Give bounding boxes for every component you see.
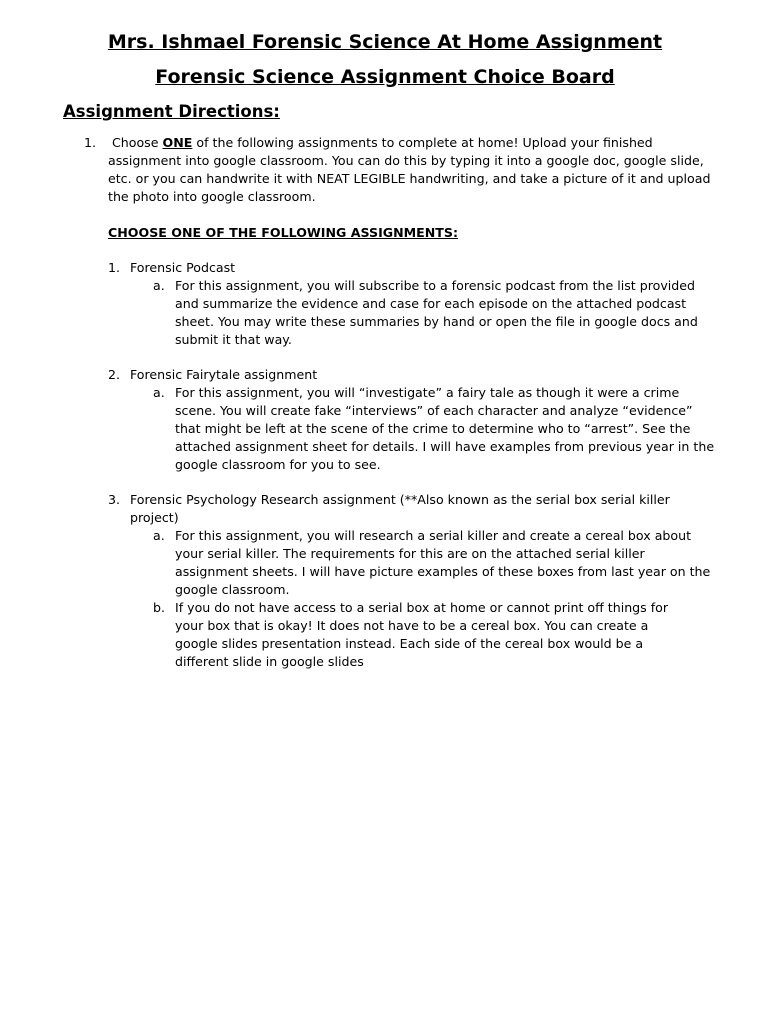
assignment-item xyxy=(108,491,728,527)
assignment-title: Forensic Podcast xyxy=(130,260,236,275)
assignment-subitem xyxy=(153,527,733,599)
assignment-title: Forensic Fairytale assignment xyxy=(130,367,318,382)
assignment-subitem xyxy=(153,599,733,671)
assignment-subitem xyxy=(153,384,733,474)
assignment-item xyxy=(108,366,728,384)
subitem-letter: a. xyxy=(153,278,165,293)
subitem-text: For this assignment, you will research a serial killer and create a cereal box about your serial killer. The requirements for this are on the attached serial killer assignment sheets. I will have picture examples of these boxes from last year on the google classroom. xyxy=(175,528,711,597)
direction-body: of the following assignments to complete at home! Upload your finished assignment into google classroom. You can do this by typing it into a google doc, google slide, etc. or you can handwrite it with NEAT LEGIBLE handwriting, and take a picture of it and upload the photo into google classroom. xyxy=(108,135,711,204)
direction-emphasis: ONE xyxy=(162,135,193,150)
subitem-letter: a. xyxy=(153,528,165,543)
document-title: Mrs. Ishmael Forensic Science At Home Assignment xyxy=(107,31,663,53)
direction-text xyxy=(108,134,718,206)
assignment-title: Forensic Psychology Research assignment (**Also known as the serial box serial killer project) xyxy=(130,492,670,525)
subitem-text: For this assignment, you will subscribe to a forensic podcast from the list provided and summarize the evidence and case for each episode on the attached podcast sheet. You may write these summaries by hand or open the file in google docs and submit it that way. xyxy=(175,278,698,347)
subitem-letter: a. xyxy=(153,385,165,400)
assignment-subitem xyxy=(153,277,733,349)
directions-heading: Assignment Directions: xyxy=(63,102,280,121)
direction-prefix: Choose xyxy=(112,135,159,150)
direction-number: 1. xyxy=(84,135,97,150)
document-subtitle: Forensic Science Assignment Choice Board xyxy=(155,66,615,88)
assignment-number: 2. xyxy=(108,367,121,382)
subitem-text: If you do not have access to a serial box at home or cannot print off things for your box that is okay! It does not have to be a cereal box. You can create a google slides presentation instead. Each side of the cereal box would be a different slide in google slides xyxy=(175,600,669,669)
subitem-text: For this assignment, you will “investigate” a fairy tale as though it were a crime scene. You will create fake “interviews” of each character and analyze “evidence” that might be left at the scene of the crime to determine who to “arrest”. See the attached assignment sheet for details. I will have examples from previous year in the google classroom for you to see. xyxy=(175,385,715,472)
subitem-letter: b. xyxy=(153,600,165,615)
assignment-number: 1. xyxy=(108,260,121,275)
direction-item xyxy=(84,134,724,206)
assignment-item xyxy=(108,259,728,277)
choose-heading: CHOOSE ONE OF THE FOLLOWING ASSIGNMENTS: xyxy=(108,225,459,240)
assignment-number: 3. xyxy=(108,492,121,507)
